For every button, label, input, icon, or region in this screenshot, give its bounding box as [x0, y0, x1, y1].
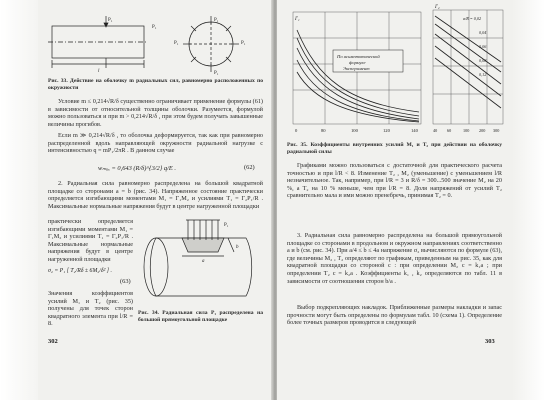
fig35-legend-2: формуле — [349, 60, 366, 65]
figure-34-caption: Рис. 34. Радиальная сила P₁ распределена на большой прямоугольной площадке — [138, 310, 263, 323]
right-page — [277, 0, 512, 400]
left-paragraph-2: Если m ≫ 0,214√R/δ , то оболочка деформируется, так как при равномерно распределенной вдоль направляющей окружности радиальной нагрузке с интенсивностью q = mP₁/2πR . В данном случае — [48, 132, 263, 155]
left-paragraph-1: Условие m ≤ 0,214√R/δ существенно ограничивает применение формулы (61) в зависимости от относительной толщины оболочки. Разумеется, формулой можно пользоваться и при m > 0,214√R/δ , при этом будем получать завышенные величины прогибов. — [48, 98, 263, 128]
fig33-label-l: l — [98, 69, 100, 74]
fig35-curve-3: 0,08 — [479, 58, 487, 63]
fig35-curve-2: 0,06 — [479, 44, 487, 49]
fig35-curve-4: 0,12 — [479, 72, 487, 77]
fig35-curve-1: 0,04 — [479, 30, 487, 35]
figure-35-graph-b — [427, 2, 507, 136]
fig33-label-p1f: P₁ — [214, 71, 219, 76]
fig35-xtick-4: 140 — [411, 128, 418, 133]
fig33-label-p1a: P₁ — [108, 18, 113, 23]
fig35-x2tick-2: 100 — [463, 128, 470, 133]
fig33-label-p1e: P₁ — [174, 41, 179, 46]
left-page — [38, 0, 273, 400]
formula-63-number: (63) — [120, 278, 131, 285]
figure-33-caption: Рис. 33. Действие на оболочку m радиальных сил, равномерно расположенных по окружности — [48, 78, 263, 91]
figure-34-drawing — [138, 216, 266, 306]
fig35-xtick-3: 120 — [383, 128, 390, 133]
formula-62-number: (62) — [244, 164, 255, 171]
fig35-xtick-1: 80 — [321, 128, 326, 133]
fig35-x2tick-1: 60 — [447, 128, 452, 133]
page-edge-left — [0, 0, 38, 400]
formula-63-text: σ₂ = P₁ [ T₂/Rδ ± 6M₂/δ² ] . — [48, 268, 112, 274]
formula-63 — [48, 268, 133, 274]
fig35-curve-0: a/R = 0,02 — [463, 16, 482, 21]
fig35-legend-1: По асимптотической — [337, 54, 380, 59]
right-paragraph-3: Выбор подкрепляющих накладок. Приближенные размеры накладки и запас прочности могут быть определены по формулам табл. 10 (схема 1). Определение более точных размеров проводится в следующей — [287, 304, 502, 327]
left-paragraph-3-column — [48, 218, 133, 264]
left-paragraph-3-text-cont: практически определяется изгибающими моментами M₁ = Γ₁M₂ и усилиями T₁ = Γ₂P₁/R . Максимальные нормальные напряжения будут в центре нагруженной площадки — [48, 218, 133, 263]
fig33-label-p1b: P₁ — [152, 25, 157, 30]
fig34-label-a: a — [202, 259, 205, 264]
fig35-legend-3: Эксперимент — [343, 66, 370, 71]
left-paragraph-3-top — [48, 180, 263, 218]
figure-35-graph-a — [287, 8, 427, 136]
fig35-xtick-2: 100 — [351, 128, 358, 133]
left-paragraph-4: Значения коэффициентов усилий M₁ и T₂ (рис. 35) получены для точек сторон квадратного элемента при l/R = 8. — [48, 290, 133, 328]
formula-62 — [98, 164, 176, 172]
fig35-x2tick-3: 200 — [479, 128, 486, 133]
fig35-xtick-0: 0 — [295, 128, 298, 133]
fig35-x2tick-4: 300 — [493, 128, 500, 133]
formula-62-text: wₘₐₓ = 0,643 (R/δ)^{3/2} q/E . — [98, 165, 176, 172]
fig35-yaxis2: Γ₂ — [435, 5, 440, 10]
left-paragraph-3-text: 2. Радиальная сила равномерно распределена на большой квадратной площадке со сторонами a = b (рис. 34). Напряженное состояние практически определяется изгибающими моментами M₁ = Γ₁M₂ и усилиями T₁ = Γ₂P₁/R . Максимальные нормальные напряжения будут в центре нагруженной площадки — [48, 180, 263, 210]
left-page-number: 302 — [48, 338, 58, 345]
fig34-label-p1: P₁ — [224, 223, 229, 228]
right-page-number: 303 — [485, 338, 495, 345]
fig34-label-b: b — [236, 245, 239, 250]
fig33-label-p1d: P₁ — [241, 41, 246, 46]
fig35-x2tick-0: 40 — [433, 128, 438, 133]
right-paragraph-1: Графиками можно пользоваться с достаточной для практического расчета точностью и при l/R < 8. Изменение T₂ , M₂ (уменьшение) с уменьшением l/R незначительное. Так, например, при l/R = 3 и R/δ = 300...500 значение M₂ на 20 %, а T₂ на 10 % меньше, чем при l/R = 8. Доля напряжений от усилий T₂ сравнительно мала и ими можно пренебречь, принимая T₂ = 0. — [287, 162, 502, 200]
figure-35-caption: Рис. 35. Коэффициенты внутренних усилий M₁ и T₂ при действии на оболочку радиальной силы — [287, 142, 502, 155]
fig33-label-p1c: P₁ — [214, 18, 219, 23]
right-paragraph-2: 3. Радиальная сила равномерно распределена на большой прямоугольной площадке со сторонами в продольном и окружном направлениях соответственно a и b (см. рис. 34). При a/4 ≤ b ≤ 4a напряжение σ₂ вычисляются по формуле (63), где величины M₂ , T₂ определяют по графикам, приведенным на рис. 35, как для квадратной площадки со стороной c : при определении M₂ c = k₁a ; при определении T₂ c = k₂a . Коэффициенты k₁ , k₂ определяются по табл. 11 в зависимости от соотношения сторон b/a . — [287, 232, 502, 285]
fig35-yaxis: Γ₁ — [295, 17, 300, 22]
page-edge-right — [512, 0, 545, 400]
figure-33-drawing — [48, 14, 263, 76]
